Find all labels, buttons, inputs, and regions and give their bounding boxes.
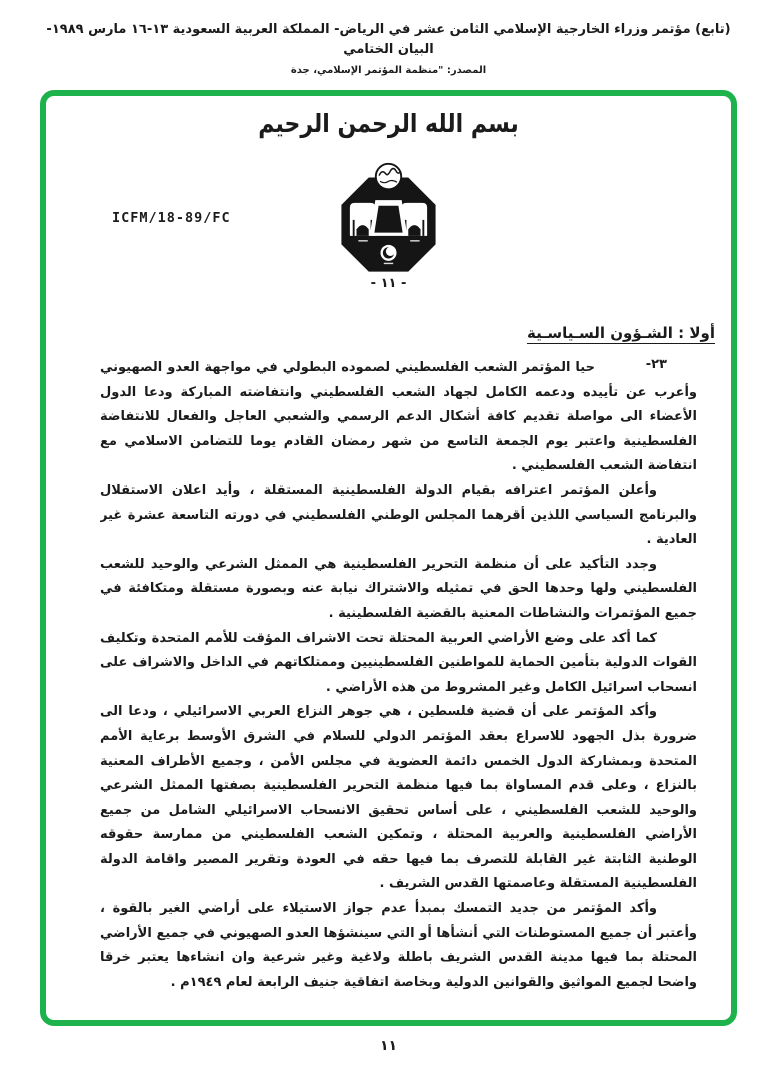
document-body [100, 356, 697, 1011]
body-paragraph: وأعلن المؤتمر اعترافه بقيام الدولة الفلسطينية المستقلة ، وأيد اعلان الاستقلال والبرنامج السياسي اللذين أقرهما المجلس الوطني الفلسطيني في دورته التاسعة عشرة غير العادية . [100, 482, 697, 548]
page-number-marker: - ١١ - [370, 276, 407, 291]
body-paragraph: كما أكد على وضع الأراضي العربية المحتلة تحت الاشراف المؤقت للأمم المتحدة وتكليف القوات الدولية بتأمين الحماية للمواطنين الفلسطينيين وممتلكاتهم في الداخل والاشراف على انسحاب اسرائيل الكامل وغير المشروط من هذه الأراضي . [100, 630, 697, 695]
oic-emblem-icon [332, 160, 445, 276]
footer-page-number: ١١ [379, 1038, 398, 1054]
body-paragraph: وأكد المؤتمر على أن قضية فلسطين ، هي جوهر النزاع العربي الاسرائيلي ، ودعا الى ضرورة بذل الجهود للاسراع بعقد المؤتمر الدولي للسلام في الشرق الأوسط برعاية الأمم المتحدة وبمشاركة الدول الخمس دائمة العضوية في مجلس الأمن ، وجميع الأطراف المعنية بالنزاع ، وعلى قدم المساواة بما فيها منظمة التحرير الفلسطينية بصفتها الممثل الشرعي والوحيد للشعب الفلسطيني ، على أساس تحقيق الانسحاب الاسرائيلي الشامل من جميع الأراضي الفلسطينية والعربية المحتلة ، وتمكين الشعب الفلسطيني من ممارسة حقوقه الوطنية الثابتة غير القابلة للتصرف بما فيها حقه في العودة وتقرير المصير واقامة الدولة الفلسطينية المستقلة وعاصمتها القدس الشريف . [100, 704, 697, 892]
section-heading: أولا : الشـؤون السـياسـية [526, 324, 715, 342]
document-header [30, 20, 747, 76]
header-title-line: (تابع) مؤتمر وزراء الخارجية الإسلامي الثامن عشر في الرياض- المملكة العربية السعودية ١٣-١٦ مارس ١٩٨٩- البيان الختامي [46, 22, 731, 57]
item-number: ٢٣- [645, 357, 667, 372]
header-source-line: المصدر: "منظمة المؤتمر الإسلامي، جدة [290, 65, 487, 76]
bismillah-calligraphy: بسم الله الرحمن الرحيم [258, 110, 519, 139]
reference-code: ICFM/18-89/FC [112, 210, 231, 226]
body-paragraph: وأكد المؤتمر من جديد التمسك بمبدأ عدم جواز الاستيلاء على أراضي الغير بالقوة ، وأعتبر أن جميع المستوطنات التي أنشأها أو التي سينشؤها العدو الصهيوني في جميع الأراضي المحتلة بما فيها مدينة القدس الشريف باطلة ولاغية وغير شرعية وان انشاءها يعتبر خرقا واضحا لجميع المواثيق والقوانين الدولية وبخاصة اتفاقية جنيف الرابعة لعام ١٩٤٩م . [100, 901, 697, 990]
body-paragraph: حيا المؤتمر الشعب الفلسطيني لصموده البطولي في مواجهة العدو الصهيوني وأعرب عن تأييده ودعمه الكامل لجهاد الشعب الفلسطيني وانتفاضته المباركة ودعا الدول الأعضاء الى مواصلة تقديم كافة أشكال الدعم الرسمي والشعبي العاجل والفعال للانتفاضة الفلسطينية واعتبر يوم الجمعة التاسع من شهر رمضان القادم يوما للتضامن الاسلامي مع انتفاضة الشعب الفلسطيني . [100, 360, 697, 474]
body-paragraph: وجدد التأكيد على أن منظمة التحرير الفلسطينية هي الممثل الشرعي والوحيد للشعب الفلسطيني ولها وحدها الحق في تمثيله والاشتراك نيابة عنه وبصورة مستقلة ومتكافئة في جميع المؤتمرات والنشاطات المعنية بالقضية الفلسطينية . [100, 556, 697, 621]
